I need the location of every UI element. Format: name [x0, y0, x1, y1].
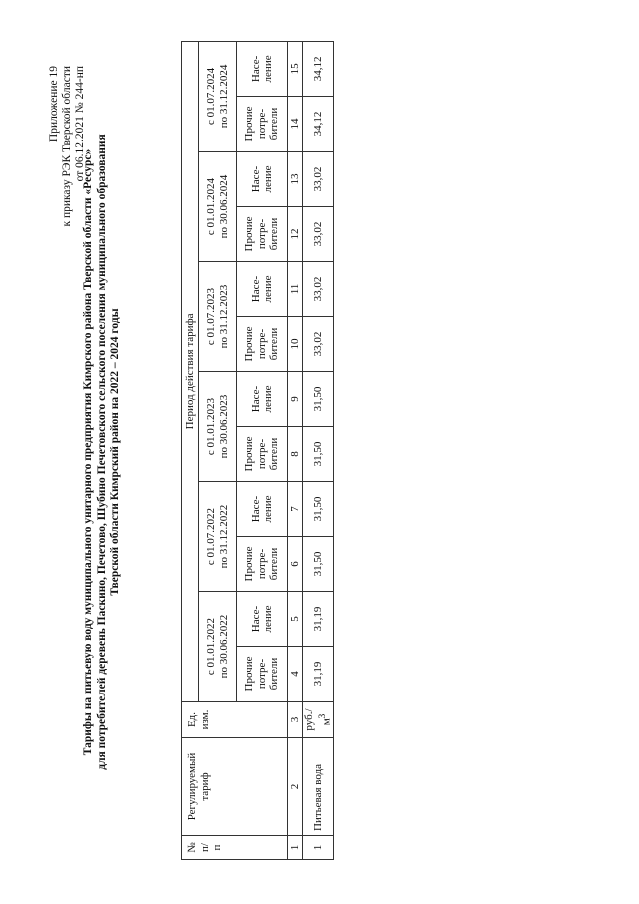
consumer-other-line: Прочие	[243, 546, 256, 582]
consumer-population-line: ление	[262, 385, 274, 413]
appendix-line: Приложение 19	[48, 66, 60, 143]
consumer-other-line: бители	[268, 657, 281, 691]
column-index-cell: 14	[288, 97, 303, 152]
period-range-cell	[199, 372, 237, 482]
tariff-value-cell: 33,02	[303, 152, 334, 207]
consumer-population-cell	[237, 41, 288, 96]
consumer-population-line: Насе-	[249, 275, 262, 303]
title-line: Тверской области Кимрский район на 2022 – 2024 годы	[109, 308, 121, 596]
tariff-value-cell: 31,19	[303, 592, 334, 647]
column-index-cell: 4	[288, 647, 303, 702]
period-from: с 01.07.2023	[205, 287, 217, 346]
period-from: с 01.07.2024	[205, 67, 217, 125]
tariff-value-cell: 31,19	[303, 647, 334, 702]
column-index-cell: 2	[288, 738, 303, 836]
appendix-line: от 06.12.2021 № 244-нп	[74, 66, 86, 182]
consumer-population-cell	[237, 482, 288, 537]
tariff-value-cell: 34,12	[303, 97, 334, 152]
period-to: по 31.12.2022	[217, 504, 230, 569]
consumer-population-line: Насе-	[249, 55, 262, 83]
consumer-other-cell	[237, 207, 288, 262]
consumer-other-line: потре-	[255, 218, 268, 250]
consumer-population-line: ление	[262, 165, 274, 193]
column-index-cell: 15	[288, 41, 303, 96]
header-row-number: № п/ п	[182, 836, 288, 860]
consumer-other-line: Прочие	[243, 216, 256, 252]
consumer-other-line: бители	[268, 107, 281, 141]
consumer-other-line: потре-	[255, 548, 268, 580]
unit-base: руб./м	[303, 708, 333, 731]
tariff-value-cell: 34,12	[303, 41, 334, 96]
period-range-cell	[199, 262, 237, 372]
title-line: для потребителей деревень Паскино, Печетово, Шубино Печетовского сельского поселения муниципального образования	[95, 134, 108, 770]
column-index-cell: 8	[288, 427, 303, 482]
consumer-population-cell	[237, 372, 288, 427]
column-index-cell: 12	[288, 207, 303, 262]
consumer-other-line: бители	[268, 547, 281, 581]
appendix-line: к приказу РЭК Тверской области	[61, 66, 73, 227]
consumer-population-cell	[237, 592, 288, 647]
header-tariff-period: Период действия тарифа	[182, 41, 199, 701]
period-range-cell	[199, 41, 237, 151]
header-regulated-tariff: Регулируемый тариф	[182, 738, 288, 836]
consumer-population-cell	[237, 262, 288, 317]
unit-cell	[303, 702, 334, 738]
tariff-value-cell: 33,02	[303, 262, 334, 317]
consumer-other-line: потре-	[255, 438, 268, 470]
consumer-other-line: Прочие	[243, 436, 256, 472]
tariff-value-cell: 31,50	[303, 537, 334, 592]
consumer-other-cell	[237, 317, 288, 372]
tariff-value-cell: 31,50	[303, 427, 334, 482]
consumer-population-line: Насе-	[249, 165, 262, 193]
period-to: по 31.12.2023	[217, 284, 230, 349]
consumer-population-line: ление	[262, 495, 274, 523]
title-line: Тарифы на питьевую воду муниципального унитарного предприятия Кимрского района Тверской области «Ресурс»	[82, 148, 94, 756]
tariff-value-cell: 31,50	[303, 372, 334, 427]
consumer-other-line: потре-	[255, 108, 268, 140]
period-from: с 01.01.2023	[205, 397, 217, 456]
consumer-population-line: Насе-	[249, 495, 262, 523]
period-from: с 01.01.2022	[205, 617, 217, 676]
column-index-cell: 9	[288, 372, 303, 427]
consumer-other-cell	[237, 427, 288, 482]
consumer-other-cell	[237, 97, 288, 152]
consumer-other-line: бители	[268, 327, 281, 361]
consumer-population-line: ление	[262, 275, 274, 303]
consumer-other-cell	[237, 647, 288, 702]
period-range-cell	[199, 482, 237, 592]
tariff-table	[181, 41, 334, 860]
period-range-cell	[199, 152, 237, 262]
consumer-other-line: потре-	[255, 658, 268, 690]
column-index-cell: 5	[288, 592, 303, 647]
consumer-population-cell	[237, 152, 288, 207]
consumer-other-cell	[237, 537, 288, 592]
consumer-other-line: потре-	[255, 328, 268, 360]
column-index-cell: 3	[288, 702, 303, 738]
column-index-cell: 1	[288, 836, 303, 860]
period-from: с 01.07.2022	[205, 507, 217, 566]
tariff-name-cell: Питьевая вода	[303, 738, 334, 836]
period-to: по 30.06.2023	[217, 394, 230, 459]
consumer-other-line: Прочие	[243, 656, 256, 692]
period-range-cell	[199, 592, 237, 702]
column-index-cell: 13	[288, 152, 303, 207]
consumer-population-line: Насе-	[249, 605, 262, 633]
column-index-cell: 7	[288, 482, 303, 537]
consumer-population-line: Насе-	[249, 385, 262, 413]
consumer-population-line: ление	[262, 605, 274, 633]
consumer-population-line: ление	[262, 55, 274, 83]
unit-superscript: 3	[316, 713, 327, 719]
tariff-value-cell: 33,02	[303, 317, 334, 372]
column-index-cell: 11	[288, 262, 303, 317]
tariff-value-cell: 31,50	[303, 482, 334, 537]
period-to: по 30.06.2024	[217, 174, 230, 239]
row-number-cell: 1	[303, 836, 334, 860]
consumer-other-line: бители	[268, 217, 281, 251]
period-to: по 30.06.2022	[217, 614, 230, 679]
period-from: с 01.01.2024	[205, 177, 217, 236]
header-unit: Ед. изм.	[182, 702, 288, 738]
consumer-other-line: Прочие	[243, 326, 256, 362]
consumer-other-line: бители	[268, 437, 281, 471]
consumer-other-line: Прочие	[243, 106, 256, 142]
period-to: по 31.12.2024	[217, 64, 230, 129]
column-index-cell: 10	[288, 317, 303, 372]
column-index-cell: 6	[288, 537, 303, 592]
tariff-value-cell: 33,02	[303, 207, 334, 262]
document-title	[82, 0, 123, 904]
